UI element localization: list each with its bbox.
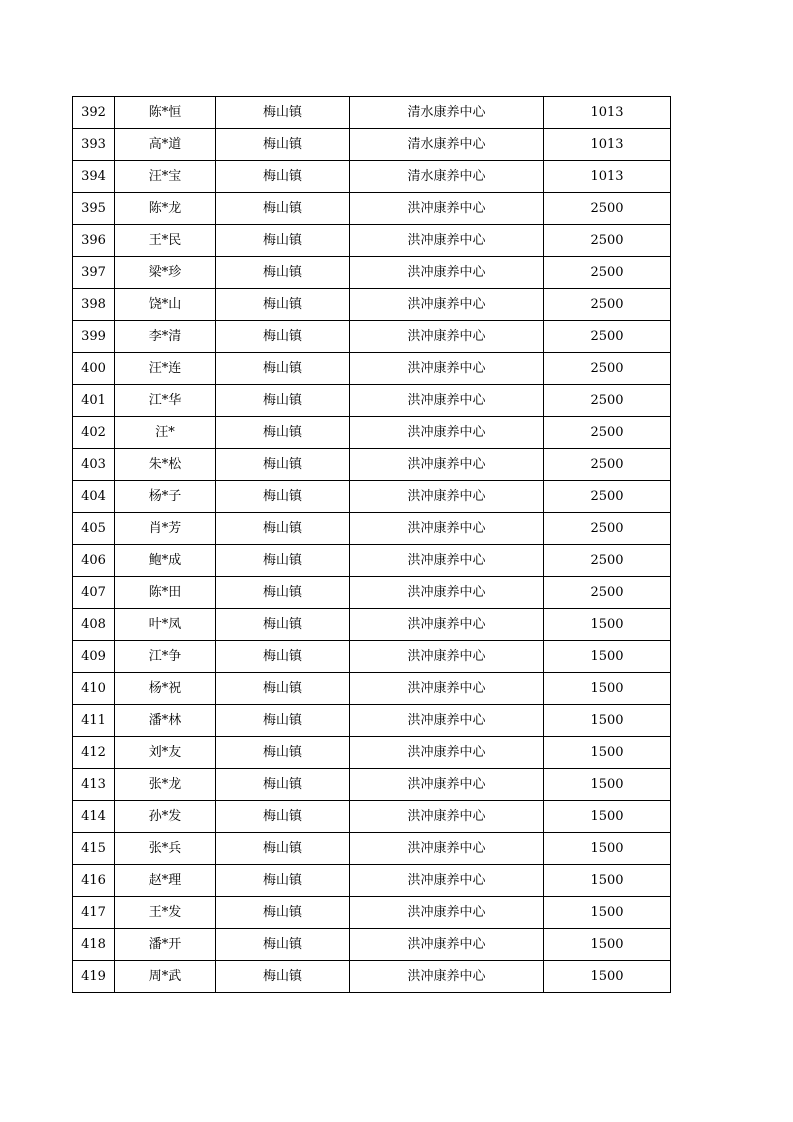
town-cell: 梅山镇 bbox=[216, 353, 350, 385]
town-cell: 梅山镇 bbox=[216, 385, 350, 417]
table-row bbox=[73, 833, 671, 865]
row-number-cell: 403 bbox=[73, 449, 115, 481]
table-row bbox=[73, 865, 671, 897]
town-cell: 梅山镇 bbox=[216, 641, 350, 673]
institution-cell: 洪冲康养中心 bbox=[350, 705, 544, 737]
row-number-cell: 395 bbox=[73, 193, 115, 225]
institution-cell: 洪冲康养中心 bbox=[350, 833, 544, 865]
town-cell: 梅山镇 bbox=[216, 545, 350, 577]
table-row bbox=[73, 769, 671, 801]
institution-cell: 洪冲康养中心 bbox=[350, 769, 544, 801]
town-cell: 梅山镇 bbox=[216, 161, 350, 193]
row-number-cell: 417 bbox=[73, 897, 115, 929]
row-number-cell: 405 bbox=[73, 513, 115, 545]
institution-cell: 洪冲康养中心 bbox=[350, 225, 544, 257]
institution-cell: 洪冲康养中心 bbox=[350, 801, 544, 833]
amount-cell: 1500 bbox=[544, 897, 671, 929]
row-number-cell: 401 bbox=[73, 385, 115, 417]
name-cell: 刘*友 bbox=[115, 737, 216, 769]
row-number-cell: 393 bbox=[73, 129, 115, 161]
row-number-cell: 397 bbox=[73, 257, 115, 289]
table-row bbox=[73, 225, 671, 257]
town-cell: 梅山镇 bbox=[216, 609, 350, 641]
institution-cell: 洪冲康养中心 bbox=[350, 897, 544, 929]
town-cell: 梅山镇 bbox=[216, 513, 350, 545]
institution-cell: 洪冲康养中心 bbox=[350, 577, 544, 609]
row-number-cell: 419 bbox=[73, 961, 115, 993]
amount-cell: 1500 bbox=[544, 609, 671, 641]
table-row bbox=[73, 289, 671, 321]
table-row bbox=[73, 705, 671, 737]
table-row bbox=[73, 801, 671, 833]
amount-cell: 2500 bbox=[544, 353, 671, 385]
name-cell: 张*兵 bbox=[115, 833, 216, 865]
amount-cell: 2500 bbox=[544, 257, 671, 289]
town-cell: 梅山镇 bbox=[216, 865, 350, 897]
amount-cell: 2500 bbox=[544, 321, 671, 353]
name-cell: 高*道 bbox=[115, 129, 216, 161]
town-cell: 梅山镇 bbox=[216, 673, 350, 705]
town-cell: 梅山镇 bbox=[216, 833, 350, 865]
institution-cell: 洪冲康养中心 bbox=[350, 929, 544, 961]
amount-cell: 1500 bbox=[544, 961, 671, 993]
row-number-cell: 407 bbox=[73, 577, 115, 609]
name-cell: 赵*理 bbox=[115, 865, 216, 897]
institution-cell: 洪冲康养中心 bbox=[350, 673, 544, 705]
town-cell: 梅山镇 bbox=[216, 289, 350, 321]
town-cell: 梅山镇 bbox=[216, 129, 350, 161]
table-row bbox=[73, 417, 671, 449]
roster-table-body bbox=[73, 97, 671, 993]
amount-cell: 1500 bbox=[544, 673, 671, 705]
town-cell: 梅山镇 bbox=[216, 801, 350, 833]
amount-cell: 1013 bbox=[544, 129, 671, 161]
institution-cell: 洪冲康养中心 bbox=[350, 961, 544, 993]
row-number-cell: 392 bbox=[73, 97, 115, 129]
institution-cell: 洪冲康养中心 bbox=[350, 385, 544, 417]
town-cell: 梅山镇 bbox=[216, 449, 350, 481]
row-number-cell: 416 bbox=[73, 865, 115, 897]
institution-cell: 清水康养中心 bbox=[350, 161, 544, 193]
town-cell: 梅山镇 bbox=[216, 737, 350, 769]
row-number-cell: 412 bbox=[73, 737, 115, 769]
amount-cell: 1013 bbox=[544, 97, 671, 129]
row-number-cell: 399 bbox=[73, 321, 115, 353]
roster-table bbox=[72, 96, 671, 993]
row-number-cell: 408 bbox=[73, 609, 115, 641]
table-row bbox=[73, 449, 671, 481]
name-cell: 陈*恒 bbox=[115, 97, 216, 129]
name-cell: 陈*龙 bbox=[115, 193, 216, 225]
amount-cell: 1500 bbox=[544, 929, 671, 961]
table-row bbox=[73, 481, 671, 513]
town-cell: 梅山镇 bbox=[216, 417, 350, 449]
row-number-cell: 396 bbox=[73, 225, 115, 257]
amount-cell: 1500 bbox=[544, 833, 671, 865]
amount-cell: 2500 bbox=[544, 289, 671, 321]
town-cell: 梅山镇 bbox=[216, 897, 350, 929]
town-cell: 梅山镇 bbox=[216, 225, 350, 257]
name-cell: 梁*珍 bbox=[115, 257, 216, 289]
name-cell: 孙*发 bbox=[115, 801, 216, 833]
town-cell: 梅山镇 bbox=[216, 961, 350, 993]
table-row bbox=[73, 737, 671, 769]
amount-cell: 1500 bbox=[544, 705, 671, 737]
table-row bbox=[73, 929, 671, 961]
institution-cell: 清水康养中心 bbox=[350, 129, 544, 161]
institution-cell: 洪冲康养中心 bbox=[350, 513, 544, 545]
row-number-cell: 413 bbox=[73, 769, 115, 801]
table-row bbox=[73, 193, 671, 225]
institution-cell: 洪冲康养中心 bbox=[350, 417, 544, 449]
name-cell: 杨*子 bbox=[115, 481, 216, 513]
table-row bbox=[73, 353, 671, 385]
name-cell: 汪* bbox=[115, 417, 216, 449]
row-number-cell: 394 bbox=[73, 161, 115, 193]
table-row bbox=[73, 129, 671, 161]
row-number-cell: 414 bbox=[73, 801, 115, 833]
name-cell: 江*华 bbox=[115, 385, 216, 417]
name-cell: 汪*连 bbox=[115, 353, 216, 385]
name-cell: 鲍*成 bbox=[115, 545, 216, 577]
name-cell: 李*清 bbox=[115, 321, 216, 353]
row-number-cell: 410 bbox=[73, 673, 115, 705]
name-cell: 潘*林 bbox=[115, 705, 216, 737]
table-row bbox=[73, 545, 671, 577]
amount-cell: 2500 bbox=[544, 545, 671, 577]
amount-cell: 2500 bbox=[544, 513, 671, 545]
table-row bbox=[73, 609, 671, 641]
table-row bbox=[73, 673, 671, 705]
name-cell: 潘*开 bbox=[115, 929, 216, 961]
amount-cell: 1500 bbox=[544, 865, 671, 897]
name-cell: 饶*山 bbox=[115, 289, 216, 321]
town-cell: 梅山镇 bbox=[216, 929, 350, 961]
name-cell: 陈*田 bbox=[115, 577, 216, 609]
row-number-cell: 415 bbox=[73, 833, 115, 865]
amount-cell: 2500 bbox=[544, 385, 671, 417]
name-cell: 周*武 bbox=[115, 961, 216, 993]
amount-cell: 2500 bbox=[544, 417, 671, 449]
amount-cell: 2500 bbox=[544, 225, 671, 257]
institution-cell: 洪冲康养中心 bbox=[350, 193, 544, 225]
amount-cell: 1500 bbox=[544, 641, 671, 673]
name-cell: 张*龙 bbox=[115, 769, 216, 801]
row-number-cell: 418 bbox=[73, 929, 115, 961]
amount-cell: 2500 bbox=[544, 577, 671, 609]
table-row bbox=[73, 897, 671, 929]
name-cell: 朱*松 bbox=[115, 449, 216, 481]
table-row bbox=[73, 161, 671, 193]
name-cell: 汪*宝 bbox=[115, 161, 216, 193]
institution-cell: 洪冲康养中心 bbox=[350, 545, 544, 577]
table-row bbox=[73, 577, 671, 609]
institution-cell: 洪冲康养中心 bbox=[350, 289, 544, 321]
town-cell: 梅山镇 bbox=[216, 481, 350, 513]
name-cell: 叶*凤 bbox=[115, 609, 216, 641]
town-cell: 梅山镇 bbox=[216, 705, 350, 737]
town-cell: 梅山镇 bbox=[216, 769, 350, 801]
amount-cell: 2500 bbox=[544, 481, 671, 513]
institution-cell: 洪冲康养中心 bbox=[350, 481, 544, 513]
name-cell: 王*民 bbox=[115, 225, 216, 257]
town-cell: 梅山镇 bbox=[216, 321, 350, 353]
amount-cell: 2500 bbox=[544, 449, 671, 481]
institution-cell: 洪冲康养中心 bbox=[350, 321, 544, 353]
institution-cell: 洪冲康养中心 bbox=[350, 865, 544, 897]
institution-cell: 清水康养中心 bbox=[350, 97, 544, 129]
name-cell: 王*发 bbox=[115, 897, 216, 929]
table-row bbox=[73, 641, 671, 673]
town-cell: 梅山镇 bbox=[216, 577, 350, 609]
amount-cell: 1500 bbox=[544, 737, 671, 769]
row-number-cell: 402 bbox=[73, 417, 115, 449]
institution-cell: 洪冲康养中心 bbox=[350, 449, 544, 481]
amount-cell: 2500 bbox=[544, 193, 671, 225]
table-row bbox=[73, 385, 671, 417]
amount-cell: 1500 bbox=[544, 801, 671, 833]
town-cell: 梅山镇 bbox=[216, 257, 350, 289]
name-cell: 杨*祝 bbox=[115, 673, 216, 705]
table-row bbox=[73, 257, 671, 289]
row-number-cell: 411 bbox=[73, 705, 115, 737]
row-number-cell: 400 bbox=[73, 353, 115, 385]
town-cell: 梅山镇 bbox=[216, 193, 350, 225]
town-cell: 梅山镇 bbox=[216, 97, 350, 129]
table-row bbox=[73, 321, 671, 353]
row-number-cell: 409 bbox=[73, 641, 115, 673]
institution-cell: 洪冲康养中心 bbox=[350, 257, 544, 289]
table-row bbox=[73, 97, 671, 129]
amount-cell: 1500 bbox=[544, 769, 671, 801]
institution-cell: 洪冲康养中心 bbox=[350, 641, 544, 673]
row-number-cell: 404 bbox=[73, 481, 115, 513]
institution-cell: 洪冲康养中心 bbox=[350, 609, 544, 641]
institution-cell: 洪冲康养中心 bbox=[350, 737, 544, 769]
table-row bbox=[73, 513, 671, 545]
name-cell: 江*争 bbox=[115, 641, 216, 673]
name-cell: 肖*芳 bbox=[115, 513, 216, 545]
row-number-cell: 406 bbox=[73, 545, 115, 577]
table-row bbox=[73, 961, 671, 993]
row-number-cell: 398 bbox=[73, 289, 115, 321]
amount-cell: 1013 bbox=[544, 161, 671, 193]
institution-cell: 洪冲康养中心 bbox=[350, 353, 544, 385]
